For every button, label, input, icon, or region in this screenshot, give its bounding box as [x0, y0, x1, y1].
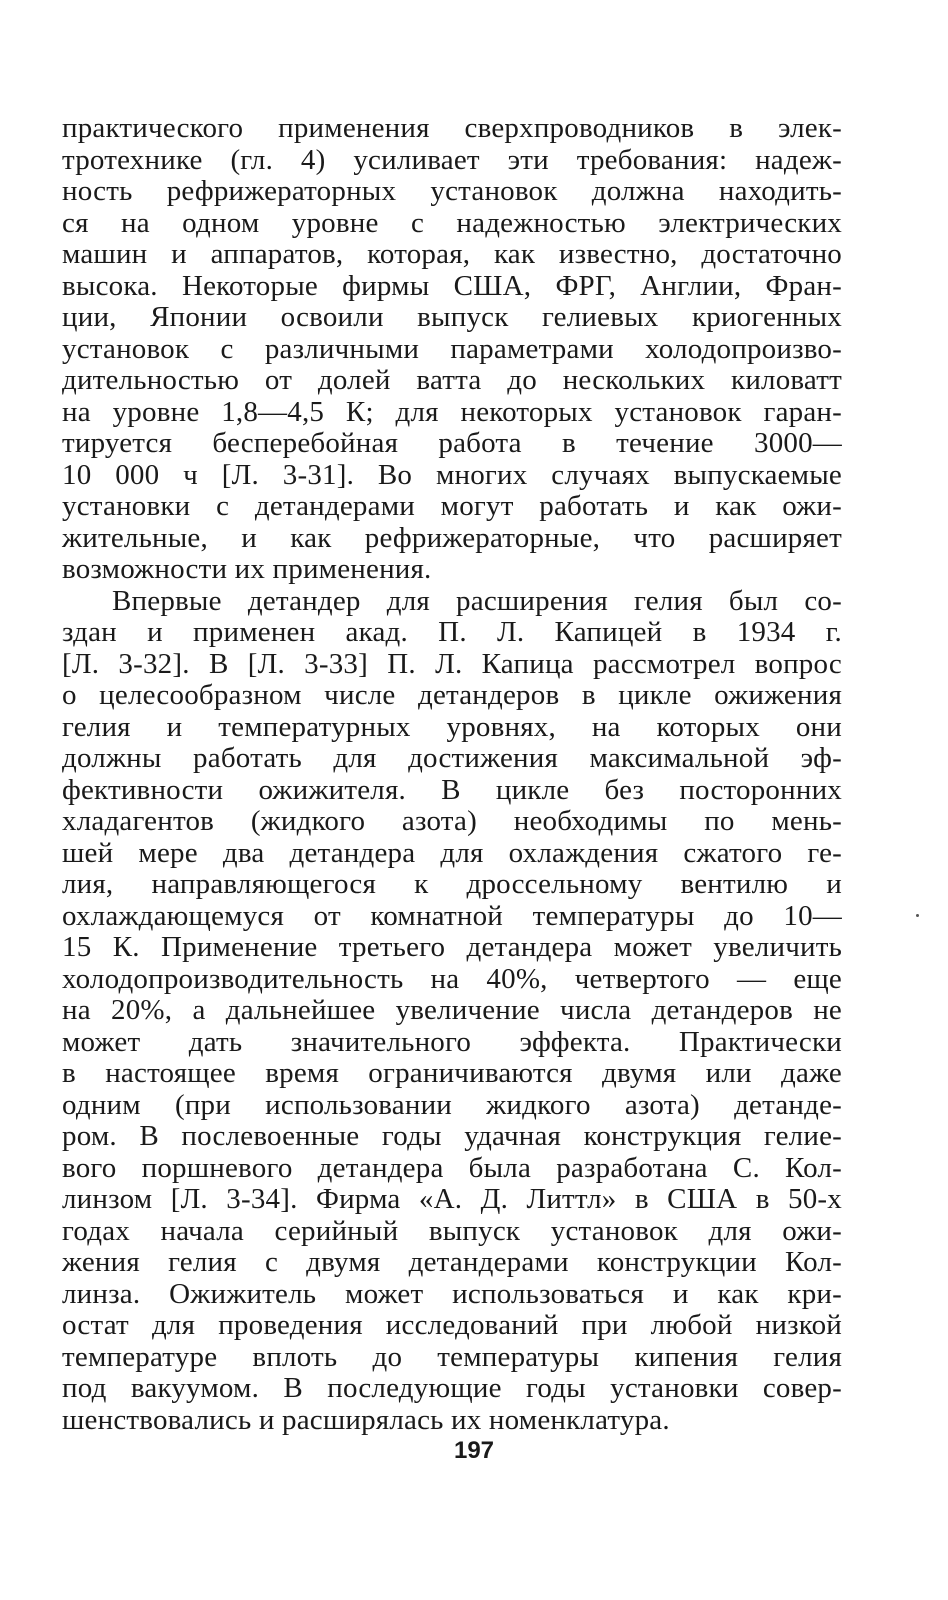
text-line: установок с различными параметрами холодопроизво-	[62, 332, 842, 365]
text-line: лия, направляющегося к дроссельному вентилю и	[62, 868, 842, 900]
text-line: охлаждающемуся от комнатной температуры до 10—	[62, 899, 842, 932]
text-line: на уровне 1,8—4,5 К; для некоторых установок гаран-	[62, 395, 842, 428]
text-line: одним (при использовании жидкого азота) детанде-	[62, 1088, 842, 1121]
text-line: линзом [Л. 3-34]. Фирма «А. Д. Литтл» в США в 50-х	[62, 1183, 842, 1215]
text-line: линза. Ожижитель может использоваться и как кри-	[62, 1277, 842, 1310]
text-line: остат для проведения исследований при любой низкой	[62, 1309, 842, 1341]
text-line: хладагентов (жидкого азота) необходимы по мень-	[62, 805, 842, 837]
text-line: жительные, и как рефрижераторные, что расширяет	[62, 521, 842, 554]
text-line: 15 К. Применение третьего детандера может увеличить	[62, 931, 842, 963]
text-line: о целесообразном числе детандеров в цикле ожижения	[62, 679, 842, 711]
text-line: на 20%, а дальнейшее увеличение числа детандеров не	[62, 994, 842, 1026]
text-line: должны работать для достижения максимальной эф-	[62, 742, 842, 774]
text-line: ность рефрижераторных установок должна находить-	[62, 175, 842, 207]
text-line: ром. В послевоенные годы удачная конструкция гелие-	[62, 1120, 842, 1152]
text-line: дительностью от долей ватта до нескольких киловатт	[62, 364, 842, 396]
page-text-body	[62, 113, 842, 1436]
text-line: установки с детандерами могут работать и как ожи-	[62, 490, 842, 522]
text-line: возможности их применения.	[62, 553, 432, 585]
text-line: Впервые детандер для расширения гелия был со-	[112, 584, 842, 617]
text-line: высока. Некоторые фирмы США, ФРГ, Англии, Фран-	[62, 269, 842, 302]
text-line: здан и применен акад. П. Л. Капицей в 1934 г.	[62, 616, 842, 648]
text-line: машин и аппаратов, которая, как известно, достаточно	[62, 238, 842, 270]
text-line: тротехнике (гл. 4) усиливает эти требования: надеж-	[62, 143, 842, 176]
text-line: под вакуумом. В последующие годы установки совер-	[62, 1372, 842, 1404]
text-line: практического применения сверхпроводников в элек-	[62, 112, 842, 144]
text-line: тируется бесперебойная работа в течение 3000—	[62, 427, 842, 459]
text-line: [Л. 3-32]. В [Л. 3-33] П. Л. Капица рассмотрел вопрос	[62, 647, 842, 680]
text-line: холодопроизводительность на 40%, четвертого — еще	[62, 962, 842, 995]
text-line: может дать значительного эффекта. Практически	[62, 1025, 842, 1058]
scan-speck	[916, 914, 919, 917]
paragraph	[62, 113, 842, 586]
text-line: ся на одном уровне с надежностью электрических	[62, 206, 842, 239]
text-line: ции, Японии освоили выпуск гелиевых криогенных	[62, 301, 842, 333]
text-line: вого поршневого детандера была разработана С. Кол-	[62, 1151, 842, 1184]
text-line: в настоящее время ограничиваются двумя или даже	[62, 1057, 842, 1089]
text-line: жения гелия с двумя детандерами конструкции Кол-	[62, 1246, 842, 1278]
text-line: температуре вплоть до температуры кипения гелия	[62, 1340, 842, 1373]
text-line: фективности ожижителя. В цикле без посторонних	[62, 773, 842, 806]
page-number: 197	[453, 1437, 495, 1464]
text-line: 10 000 ч [Л. 3-31]. Во многих случаях выпускаемые	[62, 458, 842, 491]
text-line: гелия и температурных уровнях, на которых они	[62, 710, 842, 743]
paragraph	[62, 586, 842, 1437]
text-line: шенствовались и расширялась их номенклатура.	[62, 1403, 670, 1436]
text-line: шей мере два детандера для охлаждения сжатого ге-	[62, 836, 842, 869]
text-line: годах начала серийный выпуск установок для ожи-	[62, 1214, 842, 1247]
